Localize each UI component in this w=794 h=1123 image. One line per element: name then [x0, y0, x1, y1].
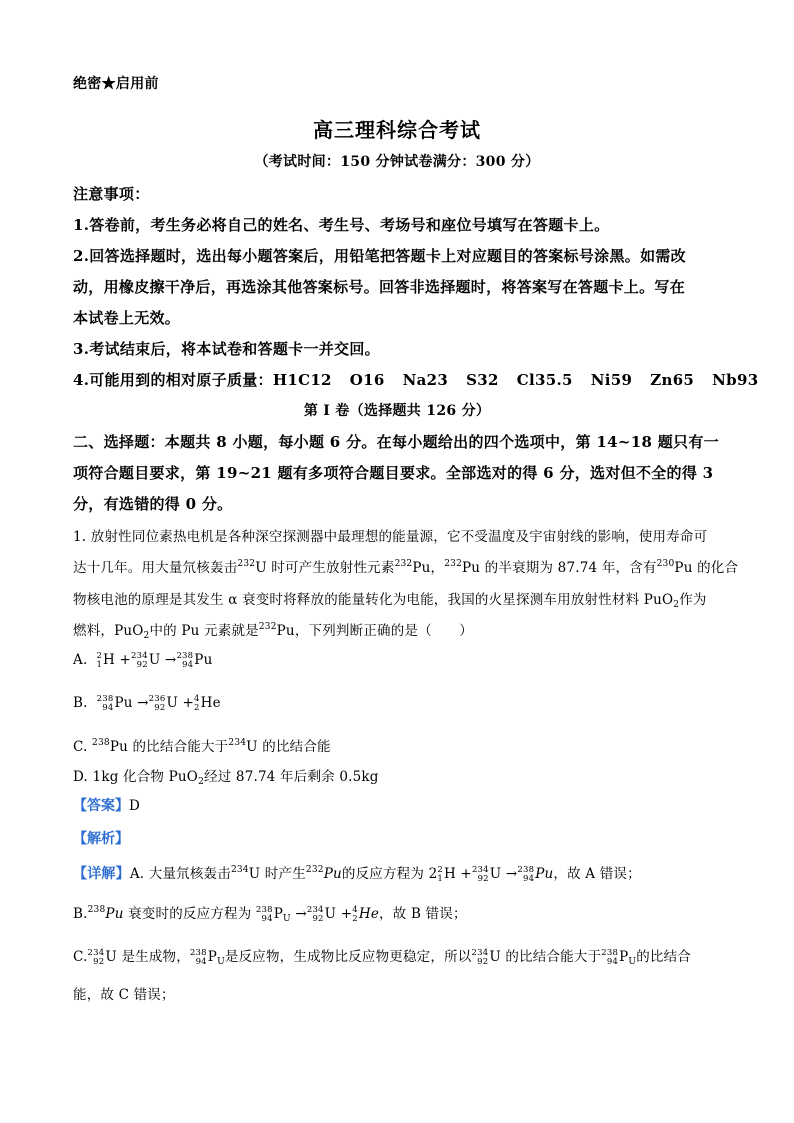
- note-line-3: 3.考试结束后，将本试卷和答题卡一并交回。: [73, 340, 380, 358]
- nuclide-indices: 236 92: [148, 694, 166, 713]
- q1-text: Pu 的半衰期为 87.74 年，含有: [462, 560, 657, 576]
- atomic-mass-zn: Zn65: [650, 371, 695, 389]
- detail-line-c2: 能，故 C 错误；: [73, 987, 175, 1003]
- part1-intro-2: 项符合题目要求，第 19~21 题有多项符合题目要求。全部选对的得 6 分，选对但不全的得 3: [73, 464, 714, 482]
- q1-text: 达十几年。用大量氘核轰击: [73, 560, 238, 576]
- isotope-mass: 232: [237, 559, 256, 569]
- nuclide-indices: 234 92: [471, 948, 489, 967]
- detail-text: U 是生成物，: [105, 949, 190, 965]
- question-1-line-4: [73, 619, 473, 641]
- part1-intro-3: 分，有选错的得 0 分。: [73, 495, 233, 513]
- option-a: A. 2 1 H + 234 92 U → 238 94 Pu: [73, 651, 213, 670]
- atomic-mass-cl: Cl35.5: [516, 371, 573, 389]
- detail-text: C.: [73, 949, 88, 965]
- question-1-line-1: 1. 放射性同位素热电机是各种深空探测器中最理想的能量源，它不受温度及宇宙射线的影响，使用寿命可: [73, 529, 708, 545]
- q1-text: U 的比结合能: [246, 739, 331, 755]
- detail-text: U 的比结合能大于: [489, 949, 602, 965]
- q1-text: Pu，下列判断正确的是（ ）: [276, 623, 473, 639]
- exam-subtitle: （考试时间：150 分钟试卷满分：300 分）: [254, 154, 540, 170]
- option-label: B.: [73, 695, 88, 711]
- detail-text: 的反应方程为: [341, 866, 425, 882]
- detail-text: U 时产生: [248, 866, 306, 882]
- option-label: A.: [73, 652, 88, 668]
- formula-subscript: U: [628, 957, 637, 967]
- nuclide-indices: 238 94: [601, 948, 619, 967]
- answer-value: D: [129, 798, 141, 814]
- atomic-mass-h-c: H1C12: [272, 371, 332, 389]
- nuclide-indices: 4 2: [194, 694, 200, 713]
- part1-heading: 第 I 卷（选择题共 126 分）: [303, 403, 491, 419]
- nuclide-indices: 2 1: [437, 865, 443, 884]
- q1-text: 燃料，PuO: [73, 623, 144, 639]
- isotope-mass: 232: [258, 622, 277, 632]
- q1-text: U 时可产生放射性元素: [255, 560, 395, 576]
- page-title: 高三理科综合考试: [313, 118, 481, 142]
- note-line-1: 1.答卷前，考生务必将自己的姓名、考生号、考场号和座位号填写在答题卡上。: [73, 216, 610, 234]
- q1-text: Pu，: [412, 560, 445, 576]
- atomic-mass-na: Na23: [402, 371, 449, 389]
- isotope-mass: 232: [394, 559, 413, 569]
- atomic-mass-nb: Nb93: [712, 371, 759, 389]
- isotope-mass: 230: [656, 559, 675, 569]
- detail-line-a: 【详解】A. 大量氘核轰击$^{234}$U 时产生$^{232}$Pu的反应方程为 2 2 1 H + 234 92 U → 238 94 Pu，故 A 错误；: [73, 865, 641, 884]
- q1-text: D. 1kg 化合物 PuO: [73, 769, 199, 785]
- atomic-mass-ni: Ni59: [590, 371, 633, 389]
- nuclide-indices: 238 94: [96, 694, 114, 713]
- nuclide-indices: 238 94: [176, 651, 194, 670]
- detail-text: A. 大量氘核轰击: [129, 866, 231, 882]
- isotope-mass: 238: [92, 738, 110, 748]
- isotope-mass: 232: [305, 865, 324, 875]
- formula-subscript: 2: [143, 631, 150, 641]
- atomic-mass-s: S32: [466, 371, 499, 389]
- nuclide-indices: 234 92: [306, 905, 324, 924]
- analysis-line: [73, 828, 129, 848]
- detail-text: 是反应物，生成物比反应物更稳定，所以: [224, 949, 472, 965]
- atomic-mass-label: 4.可能用到的相对原子质量：: [73, 371, 273, 389]
- nuclide-indices: 234 92: [87, 948, 105, 967]
- nuclide-indices: 4 2: [352, 905, 358, 924]
- q1-text: 中的 Pu 元素就是: [149, 623, 259, 639]
- answer-label: 【答案】: [73, 798, 129, 814]
- option-c: [73, 735, 331, 755]
- question-1-line-3: [73, 588, 707, 610]
- atomic-mass-o: O16: [349, 371, 385, 389]
- note-line-2c: 本试卷上无效。: [73, 309, 181, 327]
- confidential-mark: 绝密★启用前: [73, 76, 159, 92]
- option-b: B. 238 94 Pu → 236 92 U + 4 2 He: [73, 694, 221, 713]
- isotope-mass: 234: [230, 865, 249, 875]
- q1-text: 作为: [679, 592, 707, 608]
- isotope-mass: 232: [444, 559, 463, 569]
- part1-intro-1: 二、选择题：本题共 8 小题，每小题 6 分。在每小题给出的四个选项中，第 14~18 题只有一: [73, 433, 719, 451]
- note-line-2b: 动，用橡皮擦干净后，再选涂其他答案标号。回答非选择题时，将答案写在答题卡上。写在: [73, 278, 686, 296]
- option-d: [73, 765, 379, 787]
- q1-text: Pu 的比结合能大于: [109, 739, 229, 755]
- formula-subscript: 2: [673, 600, 680, 610]
- note-line-4: [73, 369, 758, 390]
- nuclide-indices: 2 1: [96, 651, 103, 670]
- notes-heading: 注意事项：: [73, 185, 150, 203]
- detail-text: B.: [73, 906, 88, 922]
- isotope-mass: 234: [228, 738, 247, 748]
- detail-line-c: C. 234 92 U 是生成物， 238 94 $P_U$是反应物，生成物比反应物更稳定，所以 234 92 U 的比结合能大于 238 94 $P_U$的比结合: [73, 948, 692, 967]
- isotope-mass: 238: [87, 905, 106, 915]
- option-label: C.: [73, 739, 93, 755]
- nuclide-indices: 234 92: [471, 865, 489, 884]
- detail-text: ，故 A 错误；: [553, 866, 641, 882]
- nuclide-indices: 238 94: [189, 948, 207, 967]
- detail-text: 衰变时的反应方程为: [128, 906, 252, 922]
- formula-subscript: U: [217, 957, 225, 967]
- q1-text: 经过 87.74 年后剩余 0.5kg: [204, 769, 379, 785]
- detail-line-b: B.$^{238}$Pu 衰变时的反应方程为 238 94 $P_U$ → 234 92 U + 4 2 He，故 B 错误；: [73, 905, 467, 924]
- formula-subscript: U: [283, 914, 291, 924]
- nuclide-indices: 238 94: [255, 905, 273, 924]
- question-1-line-2: [73, 556, 738, 576]
- answer-line: [73, 795, 140, 815]
- analysis-label: 【解析】: [73, 831, 129, 847]
- nuclide-indices: 238 94: [517, 865, 535, 884]
- q1-text: 物核电池的原理是其发生 α 衰变时将释放的能量转化为电能，我国的火星探测车用放射性材料 PuO: [73, 592, 674, 608]
- detail-label: 【详解】: [73, 866, 130, 882]
- note-line-2a: 2.回答选择题时，选出每小题答案后，用铅笔把答题卡上对应题目的答案标号涂黑。如需改: [73, 247, 686, 265]
- q1-text: Pu 的化合: [674, 560, 739, 576]
- detail-text: ，故 B 错误；: [379, 906, 467, 922]
- formula-subscript: 2: [198, 777, 205, 787]
- nuclide-indices: 234 92: [131, 651, 148, 670]
- detail-text: 的比结合: [636, 949, 692, 965]
